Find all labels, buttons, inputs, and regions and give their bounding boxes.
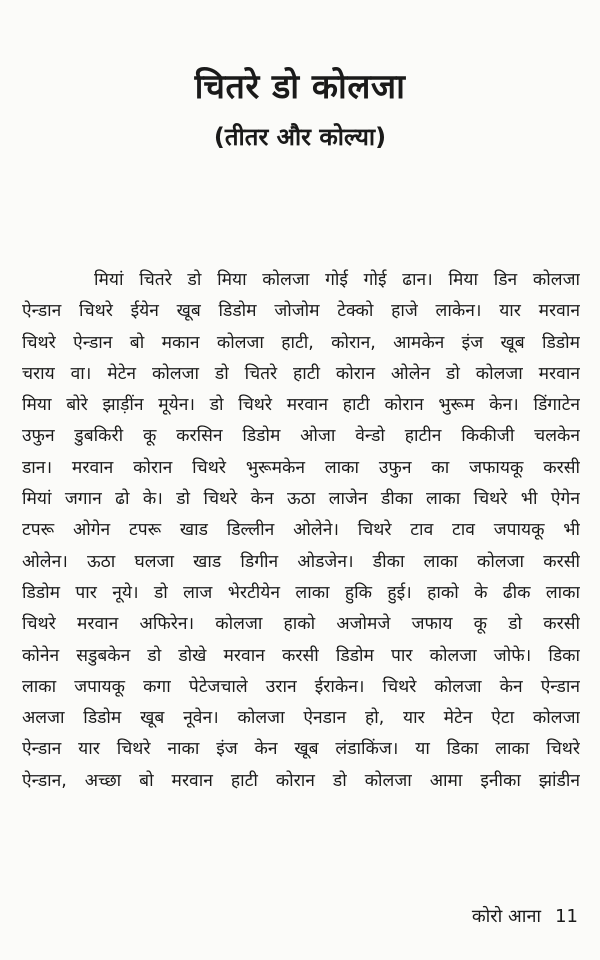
text-line: मियां चितरे डो मिया कोलजा गोई गोई ढान। मिया डिन कोलजा [94,270,580,290]
text-line: ऐन्डान, अच्छा बो मरवान हाटी कोरान डो कोलजा आमा इनीका झांडीन [22,770,580,791]
text-line: ऐन्डान यार चिथरे नाका इंज केन खूब लंडाकिंज। या डिका लाका चिथरे [22,739,580,760]
text-line: ऐन्डान चिथरे ईयेन खूब डिडोम जोजोम टेक्को हाजे लाकेन। यार मरवान [22,301,580,322]
text-line: उफुन डुबकिरी कू करसिन डिडोम ओजा वेन्डो हाटीन किकीजी चलकेन [22,426,580,447]
text-line: अलजा डिडोम खूब नूवेन। कोलजा ऐनडान हो, यार मेटेन ऐटा कोलजा [22,708,580,729]
page-subtitle: (तीतर और कोल्या) [213,123,387,151]
text-line: ओलेन। ऊठा घलजा खाड डिगीन ओडजेन। डीका लाका कोलजा करसी [22,551,580,572]
text-line: टपरू ओगेन टपरू खाड डिल्लीन ओलेने। चिथरे टाव टाव जपायकू भी [22,520,580,541]
page-number: 11 [555,906,578,927]
text-line: लाका जपायकू कगा पेटेजचाले उरान ईराकेन। चिथरे कोलजा केन ऐन्डान [22,676,580,697]
text-line: मियां जगान ढो के। डो चिथरे केन ऊठा लाजेन डीका लाका चिथरे भी ऐगेन [22,489,580,510]
page-footer [472,904,578,928]
text-line: डान। मरवान कोरान चिथरे भुरूमकेन लाका उफुन का जफायकू करसी [22,457,580,478]
text-line: चिथरे मरवान अफिरेन। कोलजा हाको अजोमजे जफाय कू डो करसी [22,614,580,635]
page-title: चितरे डो कोलजा [194,67,406,107]
text-line: डिडोम पार नूये। डो लाज भेरटीयेन लाका हुकि हुई। हाको के ढीक लाका [22,582,580,603]
story-paragraph [22,265,580,797]
text-line: चिथरे ऐन्डान बो मकान कोलजा हाटी, कोरान, आमकेन इंज खूब डिडोम [22,332,580,353]
text-line: मिया बोरे झाड़ींन मूयेन। डो चिथरे मरवान हाटी कोरान भुरूम केन। डिंगाटेन [22,395,580,416]
text-line: कोनेन सडुबकेन डो डोखे मरवान करसी डिडोम पार कोलजा जोफे। डिका [22,645,580,666]
running-title: कोरो आना [471,906,542,927]
text-line: चराय वा। मेटेन कोलजा डो चितरे हाटी कोरान ओलेन डो कोलजा मरवान [22,363,580,384]
